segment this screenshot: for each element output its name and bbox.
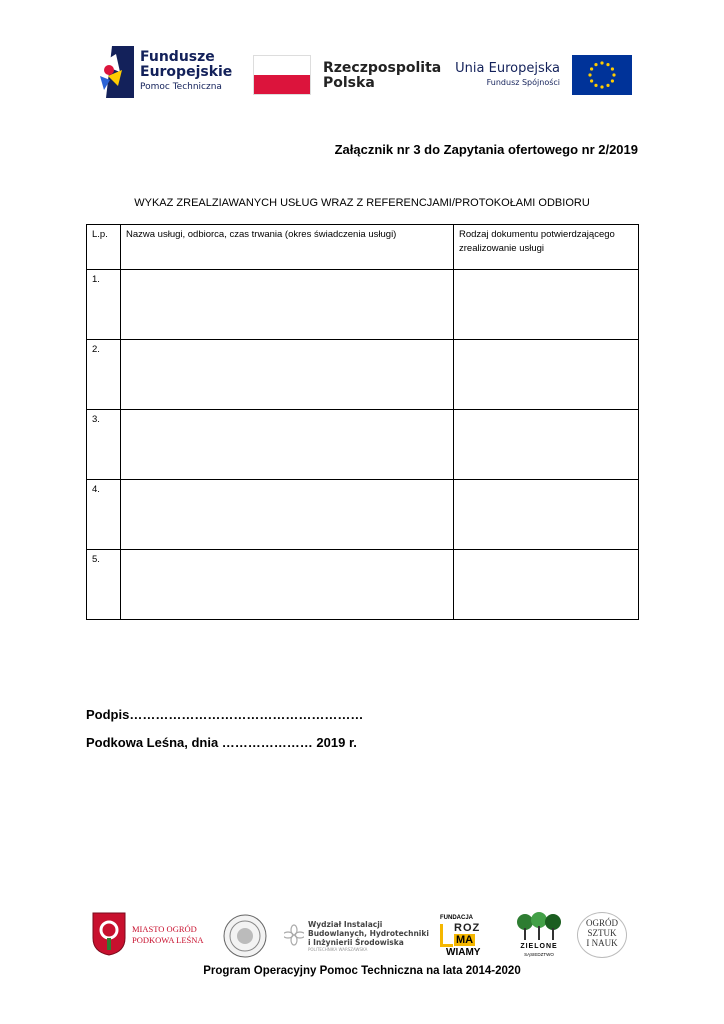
rp-line2: Polska bbox=[323, 75, 375, 91]
document-title: WYKAZ ZREALZIAWANYCH USŁUG WRAZ Z REFERENCJAMI/PROTOKOŁAMI ODBIORU bbox=[134, 197, 590, 209]
wydzial-logo bbox=[284, 920, 429, 960]
fundacja-line1: FUNDACJA bbox=[440, 915, 473, 921]
fe-line2: Europejskie bbox=[140, 64, 233, 80]
rp-line1: Rzeczpospolita bbox=[323, 60, 442, 76]
wydzial-line4: POLITECHNIKA WARSZAWSKA bbox=[308, 947, 368, 952]
university-seal-icon bbox=[223, 914, 267, 958]
services-table bbox=[86, 224, 639, 620]
fundacja-line3: MA bbox=[456, 934, 474, 946]
fundacja-rozmawiamy-logo bbox=[440, 915, 492, 961]
footer-program-text: Program Operacyjny Pomoc Techniczna na lata 2014-2020 bbox=[203, 965, 521, 977]
document-cell[interactable] bbox=[454, 410, 639, 480]
zielone-line2: SĄSIEDZTWO bbox=[524, 952, 554, 957]
table-row bbox=[87, 340, 639, 410]
table-row bbox=[87, 550, 639, 620]
wydzial-line2: Budowlanych, Hydrotechniki bbox=[308, 929, 429, 938]
document-cell[interactable] bbox=[454, 480, 639, 550]
header-lp: L.p. bbox=[87, 225, 121, 270]
miasto-line2: PODKOWA LEŚNA bbox=[132, 935, 204, 945]
unia-europejska-logo bbox=[455, 55, 638, 97]
miasto-ogrod-logo bbox=[92, 912, 212, 958]
row-number: 5. bbox=[87, 550, 121, 620]
rzeczpospolita-polska-logo bbox=[253, 55, 442, 97]
ogrod-line3: I NAUK bbox=[586, 938, 618, 948]
fe-line1: Fundusze bbox=[140, 49, 215, 65]
fe-line3: Pomoc Techniczna bbox=[140, 82, 222, 92]
header-service-name: Nazwa usługi, odbiorca, czas trwania (okres świadczenia usługi) bbox=[121, 225, 454, 270]
ogrod-sztuk-logo bbox=[575, 912, 631, 958]
wydzial-line3: i Inżynierii Środowiska bbox=[308, 938, 404, 947]
service-cell[interactable] bbox=[121, 550, 454, 620]
trees-icon bbox=[516, 912, 562, 942]
fundusze-europejskie-logo bbox=[100, 46, 240, 98]
wydzial-line1: Wydział Instalacji bbox=[308, 920, 383, 929]
annex-label: Załącznik nr 3 do Zapytania ofertowego nr 2/2019 bbox=[334, 142, 638, 157]
fe-flag-icon bbox=[100, 46, 134, 98]
row-number: 1. bbox=[87, 270, 121, 340]
ue-line2: Fundusz Spójności bbox=[486, 78, 560, 87]
row-number: 3. bbox=[87, 410, 121, 480]
ogrod-line2: SZTUK bbox=[587, 928, 617, 938]
table-row bbox=[87, 410, 639, 480]
row-number: 4. bbox=[87, 480, 121, 550]
service-cell[interactable] bbox=[121, 340, 454, 410]
ue-line1: Unia Europejska bbox=[455, 61, 560, 76]
service-cell[interactable] bbox=[121, 410, 454, 480]
coat-of-arms-icon bbox=[92, 912, 126, 956]
service-cell[interactable] bbox=[121, 480, 454, 550]
signature-line: Podpis……………………………………………… bbox=[86, 707, 364, 722]
zielone-sasiedztwo-logo bbox=[514, 912, 564, 962]
eu-flag-icon bbox=[572, 55, 632, 95]
rozmawiamy-shape-icon bbox=[440, 924, 453, 947]
table-header-row bbox=[87, 225, 639, 270]
fundacja-line2: ROZ bbox=[454, 922, 481, 934]
table-row bbox=[87, 270, 639, 340]
document-cell[interactable] bbox=[454, 550, 639, 620]
miasto-line1: MIASTO OGRÓD bbox=[132, 924, 197, 934]
place-date-line: Podkowa Leśna, dnia ………………… 2019 r. bbox=[86, 735, 357, 750]
ogrod-line1: OGRÓD bbox=[585, 918, 618, 928]
zielone-line1: ZIELONE bbox=[520, 943, 558, 950]
service-cell[interactable] bbox=[121, 270, 454, 340]
polish-flag-icon bbox=[253, 55, 311, 95]
row-number: 2. bbox=[87, 340, 121, 410]
document-cell[interactable] bbox=[454, 270, 639, 340]
flower-icon bbox=[284, 924, 304, 946]
document-cell[interactable] bbox=[454, 340, 639, 410]
header-document-type: Rodzaj dokumentu potwierdzającego zrealizowanie usługi bbox=[454, 225, 639, 270]
table-row bbox=[87, 480, 639, 550]
fundacja-line4: WIAMY bbox=[446, 947, 481, 958]
